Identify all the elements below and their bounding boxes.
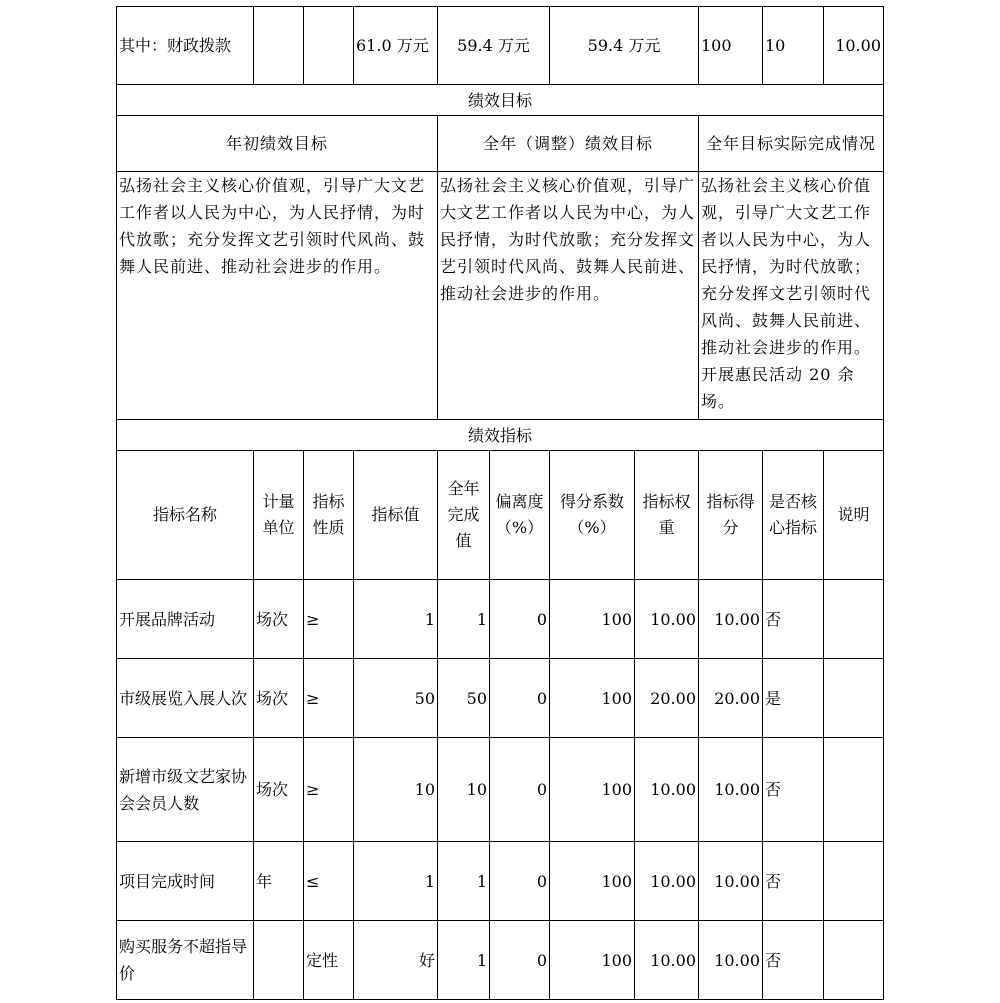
funding-label: 其中：财政拨款 [117,7,254,85]
indicator-note [824,842,884,921]
column-header: 指标值 [354,451,438,580]
column-header: 指标权重 [635,451,699,580]
column-header: 偏离度（%） [490,451,550,580]
indicator-deviation: 0 [490,580,550,659]
goals-header-adjusted: 全年（调整）绩效目标 [438,116,699,172]
indicator-target: 1 [354,842,438,921]
indicators-section-title: 绩效指标 [117,420,884,451]
indicator-core: 否 [763,580,824,659]
indicator-coef: 100 [550,842,635,921]
indicators-header-row [117,451,884,580]
column-header: 是否核心指标 [763,451,824,580]
indicator-name: 购买服务不超指导价 [117,921,254,1000]
indicator-row [117,580,884,659]
indicator-target: 1 [354,580,438,659]
indicator-row [117,738,884,842]
indicator-name: 项目完成时间 [117,842,254,921]
indicator-core: 是 [763,659,824,738]
funding-row [117,7,884,85]
indicator-nature: 定性 [304,921,354,1000]
indicator-score: 10.00 [699,738,763,842]
indicator-actual: 1 [438,580,490,659]
goals-header-initial: 年初绩效目标 [117,116,438,172]
indicator-note [824,580,884,659]
funding-cell: 61.0 万元 [354,7,438,85]
indicator-core: 否 [763,842,824,921]
funding-cell: 10 [763,7,824,85]
indicator-score: 10.00 [699,580,763,659]
funding-cell: 100 [699,7,763,85]
indicator-note [824,659,884,738]
indicator-coef: 100 [550,659,635,738]
indicator-unit [254,921,304,1000]
indicator-row [117,921,884,1000]
indicator-actual: 50 [438,659,490,738]
indicator-weight: 20.00 [635,659,699,738]
indicator-row [117,842,884,921]
indicator-target: 好 [354,921,438,1000]
column-header: 指标得分 [699,451,763,580]
indicator-actual: 1 [438,842,490,921]
performance-table [116,6,884,1000]
indicator-coef: 100 [550,738,635,842]
goal-actual-text: 弘扬社会主义核心价值观，引导广大文艺工作者以人民为中心，为人民抒情，为时代放歌；充分发挥文艺引领时代风尚、鼓舞人民前进、推动社会进步的作用。开展惠民活动 20 余场。 [699,172,884,420]
goals-header-actual: 全年目标实际完成情况 [699,116,884,172]
indicator-nature: ≥ [304,738,354,842]
indicator-nature: ≤ [304,842,354,921]
indicator-unit: 年 [254,842,304,921]
indicator-note [824,738,884,842]
indicator-deviation: 0 [490,659,550,738]
indicator-target: 50 [354,659,438,738]
goals-section-title: 绩效目标 [117,85,884,116]
funding-cell: 10.00 [824,7,884,85]
funding-cell: 59.4 万元 [550,7,699,85]
indicator-score: 10.00 [699,921,763,1000]
indicator-weight: 10.00 [635,921,699,1000]
column-header: 指标性质 [304,451,354,580]
indicator-actual: 10 [438,738,490,842]
indicator-deviation: 0 [490,842,550,921]
indicator-nature: ≥ [304,580,354,659]
goal-adjusted-text: 弘扬社会主义核心价值观，引导广大文艺工作者以人民为中心，为人民抒情，为时代放歌；充分发挥文艺引领时代风尚、鼓舞人民前进、推动社会进步的作用。 [438,172,699,420]
indicator-coef: 100 [550,580,635,659]
indicator-weight: 10.00 [635,738,699,842]
funding-cell [254,7,304,85]
goals-content-row [117,172,884,420]
indicator-weight: 10.00 [635,842,699,921]
indicator-coef: 100 [550,921,635,1000]
indicator-weight: 10.00 [635,580,699,659]
column-header: 说明 [824,451,884,580]
indicator-note [824,921,884,1000]
indicator-name: 开展品牌活动 [117,580,254,659]
indicator-actual: 1 [438,921,490,1000]
indicator-deviation: 0 [490,921,550,1000]
indicator-unit: 场次 [254,580,304,659]
column-header: 指标名称 [117,451,254,580]
funding-cell: 59.4 万元 [438,7,550,85]
indicator-score: 10.00 [699,842,763,921]
indicator-target: 10 [354,738,438,842]
indicator-name: 新增市级文艺家协会会员人数 [117,738,254,842]
column-header: 得分系数（%） [550,451,635,580]
indicator-unit: 场次 [254,738,304,842]
indicator-core: 否 [763,738,824,842]
indicator-row [117,659,884,738]
indicator-unit: 场次 [254,659,304,738]
indicator-nature: ≥ [304,659,354,738]
funding-cell [304,7,354,85]
goals-header-row [117,116,884,172]
column-header: 计量单位 [254,451,304,580]
indicator-deviation: 0 [490,738,550,842]
indicator-core: 否 [763,921,824,1000]
goal-initial-text: 弘扬社会主义核心价值观，引导广大文艺工作者以人民为中心，为人民抒情，为时代放歌；充分发挥文艺引领时代风尚、鼓舞人民前进、推动社会进步的作用。 [117,172,438,420]
column-header: 全年完成值 [438,451,490,580]
indicator-name: 市级展览入展人次 [117,659,254,738]
indicator-score: 20.00 [699,659,763,738]
